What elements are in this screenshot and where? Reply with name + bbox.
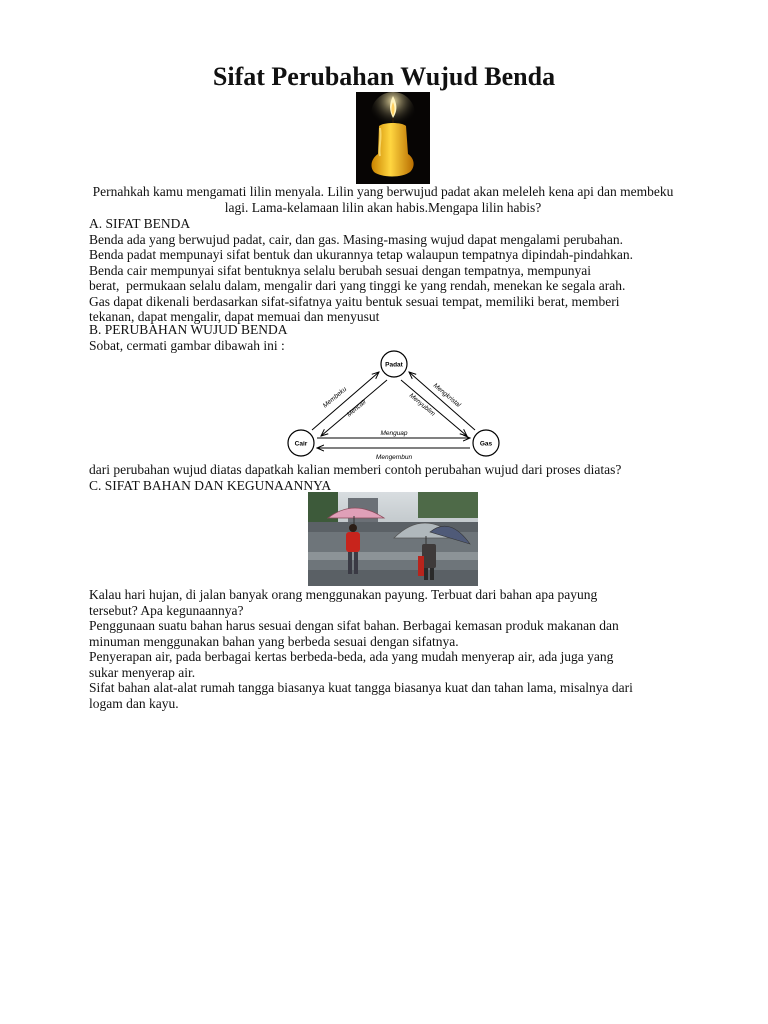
diagram-question: [89, 462, 709, 493]
text-line: Penyerapan air, pada berbagai kertas berbeda-beda, ada yang mudah menyerap air, ada juga yang: [89, 649, 614, 664]
text-line: Sifat bahan alat-alat rumah tangga biasanya kuat tangga biasanya kuat dan tahan lama, misalnya dari: [89, 680, 633, 695]
section-heading: B. PERUBAHAN WUJUD BENDA: [89, 322, 288, 337]
text-line: Gas dapat dikenali berdasarkan sifat-sifatnya yaitu bentuk sesuai tempat, memiliki berat, memberi: [89, 293, 620, 309]
section-heading: C. SIFAT BAHAN DAN KEGUNAANNYA: [89, 477, 332, 493]
text-line: tekanan, dapat mengalir, dapat memuai dan menyusut: [89, 309, 380, 324]
text-line: tersebut? Apa kegunaannya?: [89, 602, 244, 618]
section-perubahan-wujud: [89, 322, 709, 353]
text-line: Kalau hari hujan, di jalan banyak orang menggunakan payung. Terbuat dari bahan apa payung: [89, 587, 598, 602]
cair-label: Cair: [294, 440, 308, 448]
intro-paragraph: Pernahkah kamu mengamati lilin menyala. Lilin yang berwujud padat akan meleleh kena api dan membeku lagi. Lama-kelamaan lilin akan habis.Mengapa lilin habis?: [92, 184, 674, 215]
section-sifat-benda: [89, 216, 709, 325]
candle-image: [356, 92, 430, 184]
menguap-label: Menguap: [380, 430, 408, 437]
menyublim-label: Menyublim: [407, 392, 437, 418]
text-line: Sobat, cermati gambar dibawah ini :: [89, 337, 285, 353]
mengkristal-label: Mengkristal: [431, 382, 462, 409]
gas-label: Gas: [479, 440, 493, 448]
text-line: minuman menggunakan bahan yang berbeda sesuai dengan sifatnya.: [89, 633, 459, 649]
section-heading: A. SIFAT BENDA: [89, 216, 191, 231]
text-line: Benda ada yang berwujud padat, cair, dan gas. Masing-masing wujud dapat mengalami perubahan.: [89, 231, 624, 247]
section-sifat-bahan: [89, 587, 709, 711]
text-line: berat, permukaan selalu dalam, mengalir dari yang tinggi ke yang rendah, menekan ke segala arah.: [89, 278, 626, 293]
padat-label: Padat: [385, 361, 403, 369]
state-change-diagram: [285, 350, 503, 462]
umbrella-photo: [308, 492, 478, 586]
text-line: Penggunaan suatu bahan harus sesuai dengan sifat bahan. Berbagai kemasan produk makanan dan: [89, 618, 619, 633]
membeku-arrow: [312, 372, 379, 430]
mengembun-label: Mengembun: [375, 454, 413, 461]
text-line: logam dan kayu.: [89, 695, 179, 711]
membeku-label: Membeku: [321, 385, 349, 410]
text-line: Benda cair mempunyai sifat bentuknya selalu berubah sesuai dengan tempatnya, mempunyai: [89, 262, 591, 278]
page-title: Sifat Perubahan Wujud Benda: [212, 62, 556, 91]
text-line: sukar menyerap air.: [89, 664, 196, 680]
text-line: Benda padat mempunayi sifat bentuk dan ukurannya tetap walaupun tempatnya dipindah-pindahkan.: [89, 247, 633, 262]
text-line: dari perubahan wujud diatas dapatkah kalian memberi contoh perubahan wujud dari proses diatas?: [89, 462, 622, 477]
mencair-label: Mencair: [345, 398, 369, 419]
